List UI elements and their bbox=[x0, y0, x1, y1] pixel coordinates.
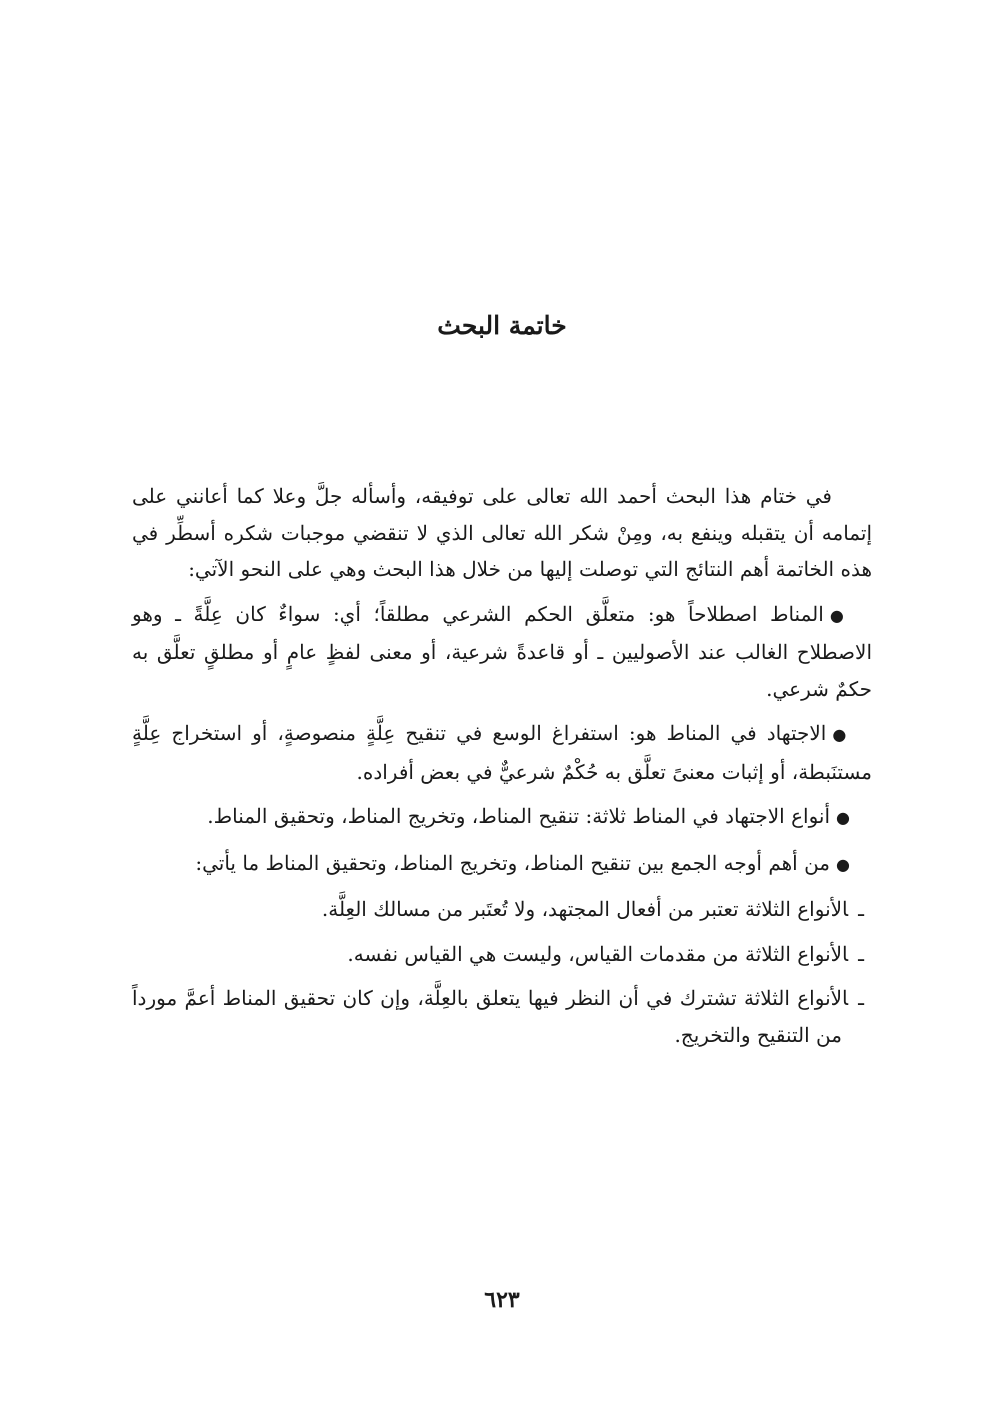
bullet-text: أنواع الاجتهاد في المناط ثلاثة: تنقيح المناط، وتخريج المناط، وتحقيق المناط. bbox=[207, 804, 831, 828]
sub-item bbox=[132, 936, 872, 973]
intro-paragraph: في ختام هذا البحث أحمد الله تعالى على توفيقه، وأسأله جلَّ وعلا كما أعانني على إتمامه أن يتقبله وينفع به، ومِنْ شكر الله تعالى الذي لا تنقضي موجبات شكره أسطِّر في هذه الخاتمة أهم النتائج التي توصلت إليها من خلال هذا البحث وهي على النحو الآتي: bbox=[132, 484, 872, 581]
sub-item-text: الأنواع الثلاثة تعتبر من أفعال المجتهد، ولا تُعتَبر من مسالك العِلَّة. bbox=[321, 897, 849, 921]
page-number: ٦٢٣ bbox=[484, 1287, 520, 1313]
bullet-item bbox=[132, 596, 872, 708]
bullet-text: من أهم أوجه الجمع بين تنقيح المناط، وتخريج المناط، وتحقيق المناط ما يأتي: bbox=[195, 850, 831, 875]
bullet-icon: ● bbox=[836, 854, 850, 874]
bullet-item bbox=[132, 845, 872, 884]
dash-marker: ـ bbox=[858, 986, 864, 1010]
sub-item-text: الأنواع الثلاثة تشترك في أن النظر فيها يتعلق بالعِلَّة، وإن كان تحقيق المناط أعمَّ مورداً من التنقيح والتخريج. bbox=[132, 986, 849, 1047]
body-text bbox=[132, 478, 872, 1061]
bullet-item bbox=[132, 715, 872, 790]
bullet-item bbox=[132, 798, 872, 837]
sub-item bbox=[132, 980, 872, 1053]
bullet-icon: ● bbox=[832, 725, 850, 744]
sub-item bbox=[132, 891, 872, 928]
dash-marker: ـ bbox=[858, 941, 864, 966]
page-title: خاتمة البحث bbox=[437, 311, 567, 340]
bullet-icon: ● bbox=[836, 808, 850, 827]
dash-marker: ـ bbox=[858, 897, 864, 921]
bullet-text: المناط اصطلاحاً هو: متعلَّق الحكم الشرعي مطلقاً؛ أي: سواءٌ كان عِلَّةً ـ وهو الاصطلاح الغالب عند الأصوليين ـ أو قاعدةً شرعية، أو معنى لفظٍ عامٍ أو مطلقٍ تعلَّق به حكمٌ شرعي. bbox=[132, 601, 872, 701]
sub-item-text: الأنواع الثلاثة من مقدمات القياس، وليست هي القياس نفسه. bbox=[347, 941, 849, 966]
bullet-text: الاجتهاد في المناط هو: استفراغ الوسع في تنقيح عِلَّةٍ منصوصةٍ، أو استخراج عِلَّةٍ مستنَبطة، أو إثبات معنىً تعلَّق به حُكْمٌ شرعيٌّ في بعض أفراده. bbox=[132, 721, 872, 784]
bullet-icon: ● bbox=[829, 605, 850, 625]
